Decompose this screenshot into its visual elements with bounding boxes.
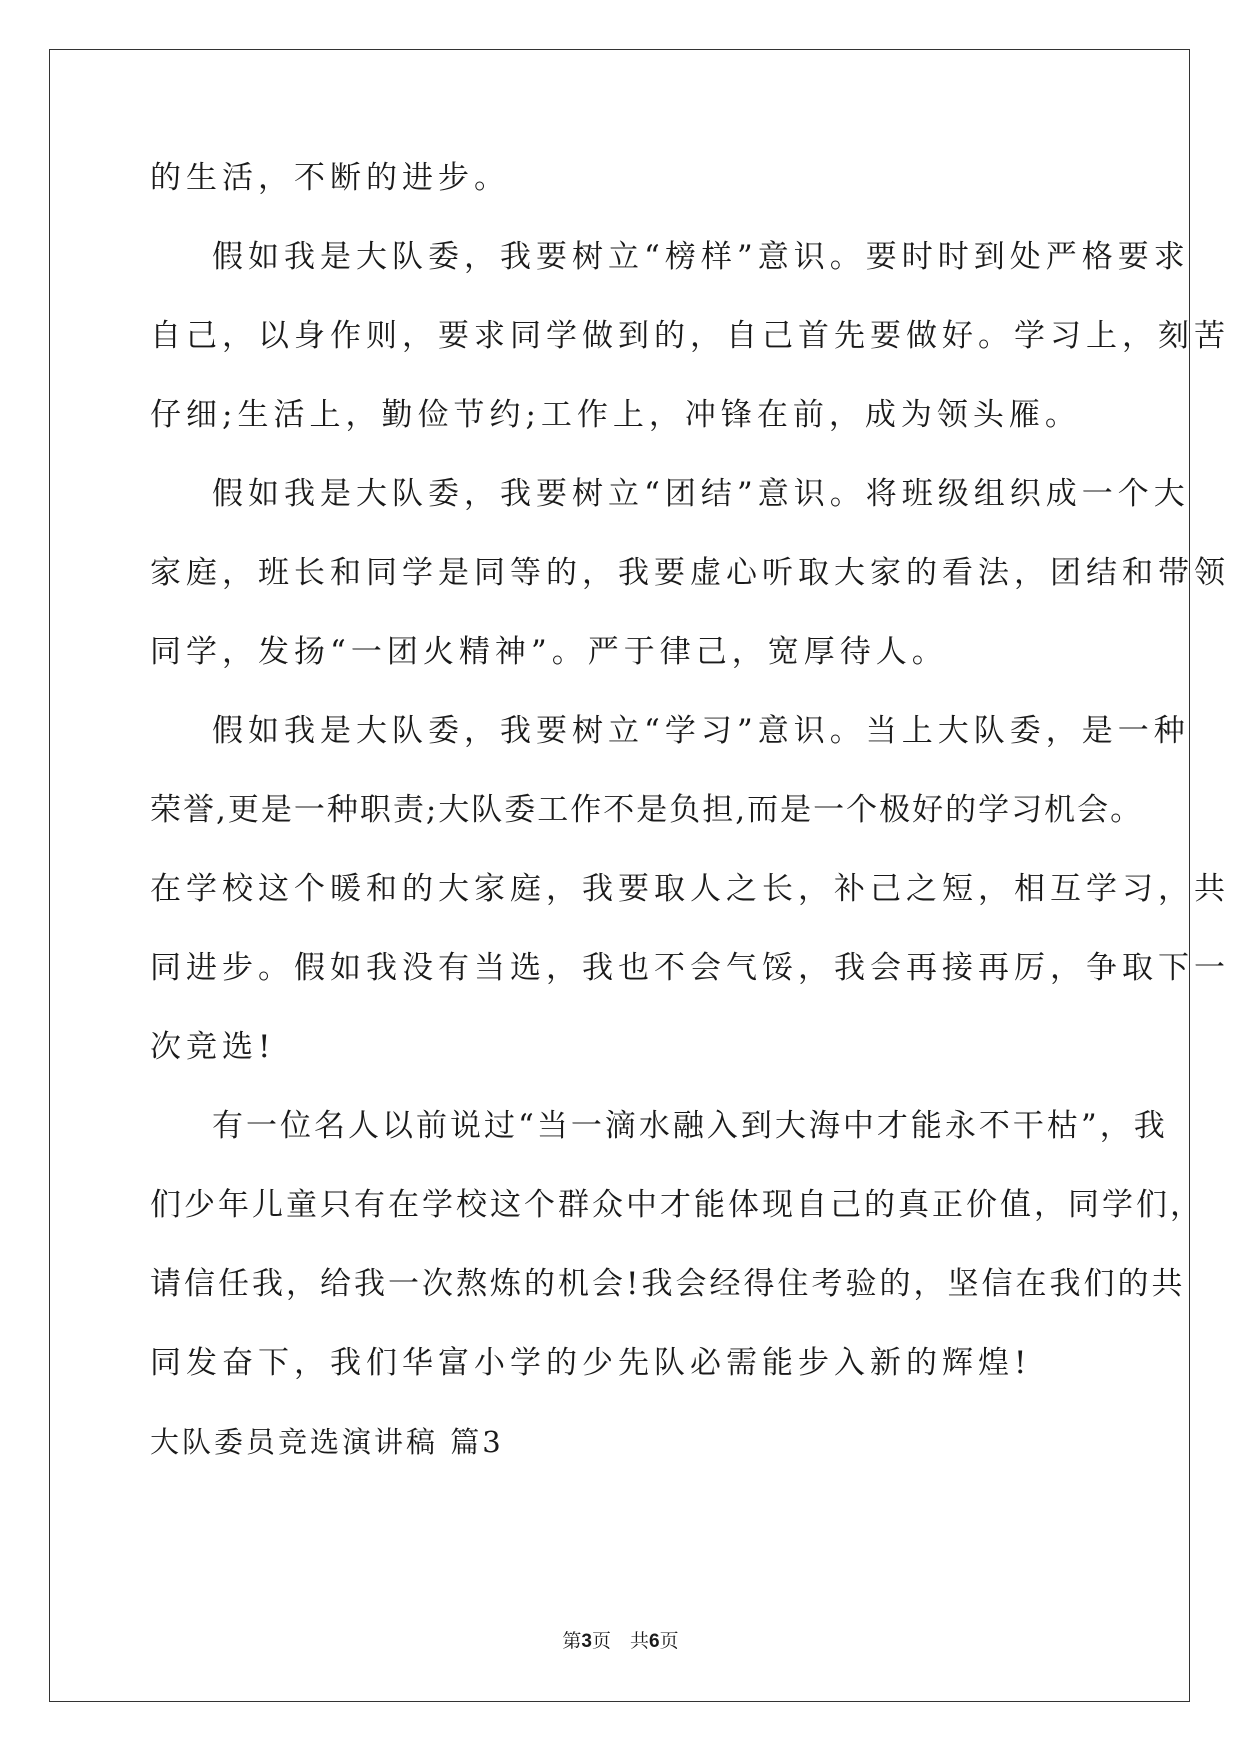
paragraph-line: 自己，以身作则，要求同学做到的，自己首先要做好。学习上，刻苦 — [150, 318, 1230, 354]
paragraph-line: 假如我是大队委，我要树立“学习”意识。当上大队委，是一种 — [212, 713, 1190, 749]
paragraph-line: 同学，发扬“一团火精神”。严于律己，宽厚待人。 — [150, 634, 948, 670]
page-footer — [0, 1626, 1241, 1653]
document-body — [150, 160, 1230, 1503]
paragraph-line: 荣誉,更是一种职责;大队委工作不是负担,而是一个极好的学习机会。 — [150, 792, 1144, 828]
page-label-mid: 页 共 — [591, 1630, 649, 1652]
paragraph-line: 有一位名人以前说过“当一滴水融入到大海中才能永不干枯”，我 — [212, 1108, 1168, 1144]
paragraph-line: 请信任我，给我一次熬炼的机会!我会经得住考验的，坚信在我们的共 — [150, 1266, 1186, 1302]
page-label-suffix: 页 — [659, 1630, 679, 1652]
paragraph-line: 们少年儿童只有在学校这个群众中才能体现自己的真正价值，同学们， — [150, 1187, 1204, 1223]
paragraph-line: 的生活，不断的进步。 — [150, 160, 510, 196]
paragraph-line: 同进步。假如我没有当选，我也不会气馁，我会再接再厉，争取下一 — [150, 950, 1230, 986]
page-label-prefix: 第 — [562, 1630, 582, 1652]
paragraph-line: 在学校这个暖和的大家庭，我要取人之长，补己之短，相互学习，共 — [150, 871, 1230, 907]
paragraph-line: 假如我是大队委，我要树立“团结”意识。将班级组织成一个大 — [212, 476, 1190, 512]
paragraph-line: 家庭，班长和同学是同等的，我要虚心听取大家的看法，团结和带领 — [150, 555, 1230, 591]
paragraph-line: 次竞选! — [150, 1029, 276, 1065]
total-pages-number: 6 — [649, 1631, 660, 1652]
section-heading: 大队委员竞选演讲稿 篇3 — [150, 1425, 504, 1459]
current-page-number: 3 — [581, 1631, 592, 1652]
paragraph-line: 假如我是大队委，我要树立“榜样”意识。要时时到处严格要求 — [212, 239, 1190, 275]
paragraph-line: 同发奋下，我们华富小学的少先队必需能步入新的辉煌! — [150, 1345, 1032, 1381]
paragraph-line: 仔细;生活上，勤俭节约;工作上，冲锋在前，成为领头雁。 — [150, 397, 1081, 433]
